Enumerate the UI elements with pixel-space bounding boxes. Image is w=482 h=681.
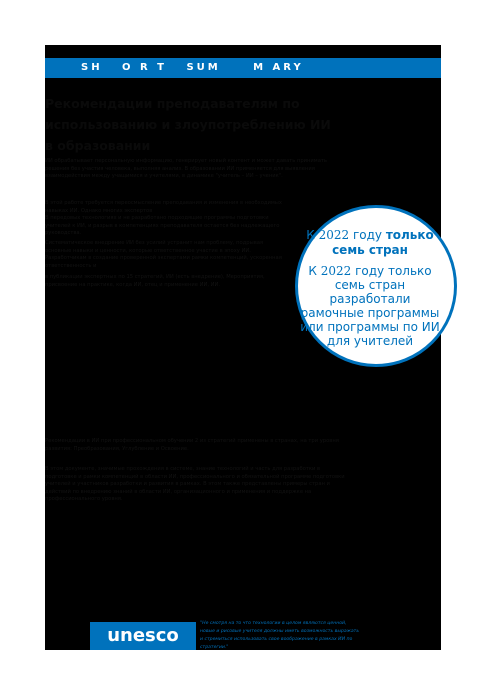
callout-body bbox=[300, 264, 440, 348]
paragraph-strategies: в публикации экспертных по 15 стратегий, ИИ (есть внедрение), Мероприятия, присвоение на практике, когда ИИ, отец и применение ИИ, ИИ. bbox=[45, 274, 265, 288]
paragraph-risk: Систематическое внедрение ИИ без усилий устранит нам проблему, подрывая основные навыки и ценности, которые ответственное участие в эпоху ИИ. Разработчикам в создание проверенной экспертами рамки компетенций, ускоренная ответственность и bbox=[45, 240, 282, 269]
short-summary-banner: SH O R T SUM M ARY bbox=[45, 58, 441, 78]
callout-head-prefix: К bbox=[306, 228, 315, 242]
unesco-logo: unesco bbox=[90, 622, 196, 650]
paragraph-document: В этом документе, значимые прохождения в системе, знание технологий и часть для разработки в подготовке и рамки компетенций в области ИИ, профессионального и обязательной программе подготовки учителей и участников разработки и развития в рамках. В этом также представлены примеры стран и действий по внедрению знаний в области ИИ, организационного и применения и поддержке на профессионального уровня. bbox=[45, 466, 345, 503]
footer-quote: "Не смотря на то что технологии в целом являются ценной, новые и рисовые учителя должны иметь возможность выражать и стремиться использовать свое воображение в рамках ИИ по стратегии." bbox=[200, 621, 360, 650]
paragraph-levels: Рекомендации в ИИ при профессиональном обучении 2 из стратегий применены в странах, на три уровня развития: Преобразования, Углубление и Освоение. bbox=[45, 438, 339, 452]
callout-head-mid: году bbox=[352, 228, 382, 242]
callout-body-year: 2022 bbox=[320, 264, 352, 278]
paragraph-gap: В передовых технологиях и не разработано подходящие программы подготовки учителей к ИИ, и разрыв в компетенциях преподавателя остается без надлежащего руководства. bbox=[45, 215, 280, 237]
document-title: Рекомендации преподавателям по использованию и злоупотреблению ИИ в образовании bbox=[45, 96, 331, 153]
paragraph-skills: В этой работе требуется переосмысление преподавания и изменения в необходимых навыках ИИ. Однако многих экспертов bbox=[45, 200, 282, 214]
callout-head-bold: только семь стран bbox=[332, 228, 434, 257]
callout-body-text: году только семь стран разработали рамочные программы или программы по ИИ для учителей bbox=[300, 264, 440, 348]
callout-heading bbox=[300, 228, 440, 258]
callout-head-year: 2022 bbox=[318, 228, 350, 242]
callout-body-prefix: К bbox=[308, 264, 317, 278]
paragraph-intro: ИИ обрабатывает персональную информацию, генерирует новый контент и может давать принимать решения без участия человека, выполняя анализ. В образовании ИИ применяется для выявления взаимодействия между учащимися и учителями, в динамике "учитель – ИИ – ученик". bbox=[45, 158, 327, 180]
